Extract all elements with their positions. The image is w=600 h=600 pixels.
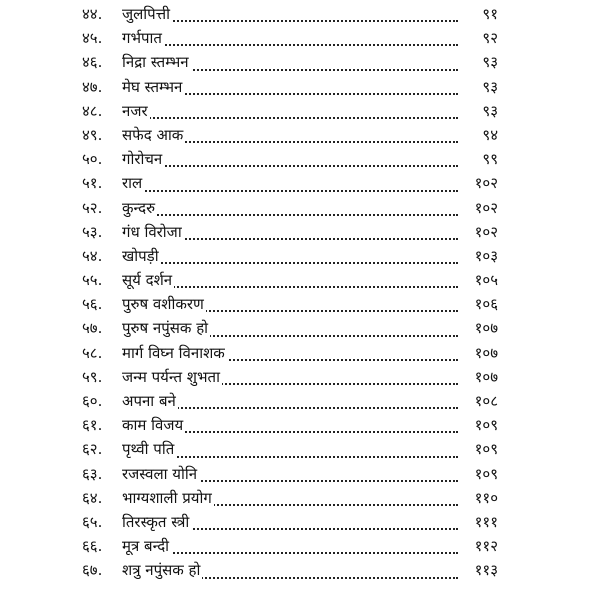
entry-page-number: ११० xyxy=(473,486,498,510)
entry-title: कुन्दरु xyxy=(122,198,156,217)
entry-number: ४७. xyxy=(82,77,103,96)
entry-title: गंध विरोजा xyxy=(122,222,182,241)
entry-title-wrap xyxy=(122,292,206,316)
toc-entry xyxy=(82,365,498,389)
entry-title: निद्रा स्तम्भन xyxy=(122,53,189,72)
dot-leader xyxy=(122,44,458,46)
entry-page-number: ९२ xyxy=(480,26,498,50)
dot-leader xyxy=(122,262,458,264)
entry-page-number: १०६ xyxy=(473,292,498,316)
dot-leader xyxy=(122,117,458,119)
entry-page-number: १०७ xyxy=(473,365,498,389)
entry-page-number: १०२ xyxy=(473,171,498,195)
toc-entry xyxy=(82,50,498,74)
toc-entry xyxy=(82,341,498,365)
entry-title: गर्भपात xyxy=(122,29,162,48)
entry-number: ६१. xyxy=(82,416,103,435)
entry-page-number: १०८ xyxy=(473,389,498,413)
toc-entry xyxy=(82,413,498,437)
dot-leader xyxy=(122,552,458,554)
entry-number: ५१. xyxy=(82,174,103,193)
dot-leader xyxy=(122,20,458,22)
entry-number: ५४. xyxy=(82,246,103,265)
entry-title: जन्म पर्यन्त शुभता xyxy=(122,367,220,386)
entry-number: ५८. xyxy=(82,343,103,362)
entry-number: ६६. xyxy=(82,537,103,556)
entry-title-wrap xyxy=(122,413,185,437)
entry-title: काम विजय xyxy=(122,416,184,435)
entry-title-wrap xyxy=(122,171,144,195)
entry-title: मूत्र बन्दी xyxy=(122,537,170,556)
dot-leader xyxy=(122,214,458,216)
entry-title: अपना बने xyxy=(122,392,176,410)
entry-title-wrap xyxy=(122,244,161,268)
entry-title-wrap xyxy=(122,26,164,50)
entry-number: ६७. xyxy=(82,561,103,580)
entry-title-wrap xyxy=(122,486,214,510)
toc-entry xyxy=(82,26,498,50)
entry-page-number: १११ xyxy=(473,510,498,534)
entry-title-wrap xyxy=(122,268,174,292)
entry-title-wrap xyxy=(122,2,172,26)
toc-entry xyxy=(82,316,498,340)
entry-page-number: ९१ xyxy=(480,2,498,26)
entry-page-number: ११३ xyxy=(473,558,498,582)
entry-page-number: ११२ xyxy=(473,534,498,558)
toc-entry xyxy=(82,220,498,244)
entry-number: ४६. xyxy=(82,53,103,72)
entry-title-wrap xyxy=(122,50,191,74)
toc-entry xyxy=(82,244,498,268)
toc-entry xyxy=(82,462,498,486)
entry-number: ६०. xyxy=(82,392,103,410)
entry-number: ५७. xyxy=(82,319,103,338)
entry-title-wrap xyxy=(122,510,191,534)
entry-title: रजस्वला योनि xyxy=(122,464,198,483)
entry-title: नजर xyxy=(122,101,148,120)
entry-title: गोरोचन xyxy=(122,150,163,169)
entry-number: ६४. xyxy=(82,488,103,507)
entry-title-wrap xyxy=(122,75,184,99)
toc-entry xyxy=(82,2,498,26)
entry-number: ५२. xyxy=(82,198,103,217)
entry-number: ४५. xyxy=(82,29,103,48)
entry-title-wrap xyxy=(122,462,199,486)
entry-title-wrap xyxy=(122,316,210,340)
entry-title-wrap xyxy=(122,534,171,558)
entry-title: मार्ग विघ्न विनाशक xyxy=(122,343,225,362)
entry-title: शत्रु नपुंसक हो xyxy=(122,561,201,580)
entry-number: ५६. xyxy=(82,295,103,314)
toc-entry xyxy=(82,558,498,582)
entry-title-wrap xyxy=(122,147,164,171)
toc-entry xyxy=(82,99,498,123)
entry-title: भाग्यशाली प्रयोग xyxy=(122,488,212,507)
entry-title: पुरुष नपुंसक हो xyxy=(122,319,209,338)
dot-leader xyxy=(122,165,458,167)
entry-title-wrap xyxy=(122,220,184,244)
entry-page-number: १०३ xyxy=(473,244,498,268)
entry-title-wrap xyxy=(122,99,150,123)
entry-title: सूर्य दर्शन xyxy=(122,271,173,290)
toc-entry xyxy=(82,171,498,195)
entry-number: ४९. xyxy=(82,125,103,144)
entry-number: ५३. xyxy=(82,222,103,241)
toc-entry xyxy=(82,123,498,147)
toc-entry xyxy=(82,510,498,534)
entry-page-number: १०९ xyxy=(473,462,498,486)
entry-title: तिरस्कृत स्त्री xyxy=(122,512,190,531)
toc-entry xyxy=(82,268,498,292)
entry-number: ६२. xyxy=(82,440,103,459)
entry-page-number: ९४ xyxy=(480,123,498,147)
entry-number: ५०. xyxy=(82,150,103,169)
entry-title-wrap xyxy=(122,558,202,582)
entry-page-number: ९३ xyxy=(480,50,498,74)
entry-page-number: १०९ xyxy=(473,413,498,437)
entry-title: मेघ स्तम्भन xyxy=(122,77,183,96)
entry-number: ५५. xyxy=(82,271,103,290)
dot-leader xyxy=(122,190,458,192)
entry-title: सफेद आक xyxy=(122,125,184,144)
entry-title: खोपड़ी xyxy=(122,246,159,265)
entry-title-wrap xyxy=(122,341,227,365)
entry-page-number: १०७ xyxy=(473,316,498,340)
entry-page-number: १०७ xyxy=(473,341,498,365)
entry-number: ४८. xyxy=(82,101,103,120)
entry-title-wrap xyxy=(122,389,178,413)
entry-page-number: ९३ xyxy=(480,75,498,99)
entry-number: ५९. xyxy=(82,367,103,386)
entry-title: पृथ्वी पति xyxy=(122,440,175,459)
toc-entry xyxy=(82,389,498,413)
entry-title-wrap xyxy=(122,123,185,147)
entry-page-number: १०९ xyxy=(473,437,498,461)
toc-entry xyxy=(82,147,498,171)
toc-entry xyxy=(82,486,498,510)
table-of-contents xyxy=(82,0,498,583)
entry-title: जुलपित्ती xyxy=(122,5,170,23)
entry-number: ६३. xyxy=(82,464,103,483)
toc-entry xyxy=(82,292,498,316)
entry-title-wrap xyxy=(122,196,157,220)
toc-entry xyxy=(82,534,498,558)
entry-title: राल xyxy=(122,174,143,193)
entry-number: ४४. xyxy=(82,5,103,23)
entry-title-wrap xyxy=(122,437,176,461)
entry-title-wrap xyxy=(122,365,222,389)
entry-page-number: १०२ xyxy=(473,196,498,220)
toc-entry xyxy=(82,196,498,220)
entry-page-number: ९९ xyxy=(480,147,498,171)
entry-page-number: १०५ xyxy=(473,268,498,292)
entry-title: पुरुष वशीकरण xyxy=(122,295,204,314)
toc-entry xyxy=(82,437,498,461)
entry-page-number: १०२ xyxy=(473,220,498,244)
entry-number: ६५. xyxy=(82,512,103,531)
toc-entry xyxy=(82,75,498,99)
entry-page-number: ९३ xyxy=(480,99,498,123)
